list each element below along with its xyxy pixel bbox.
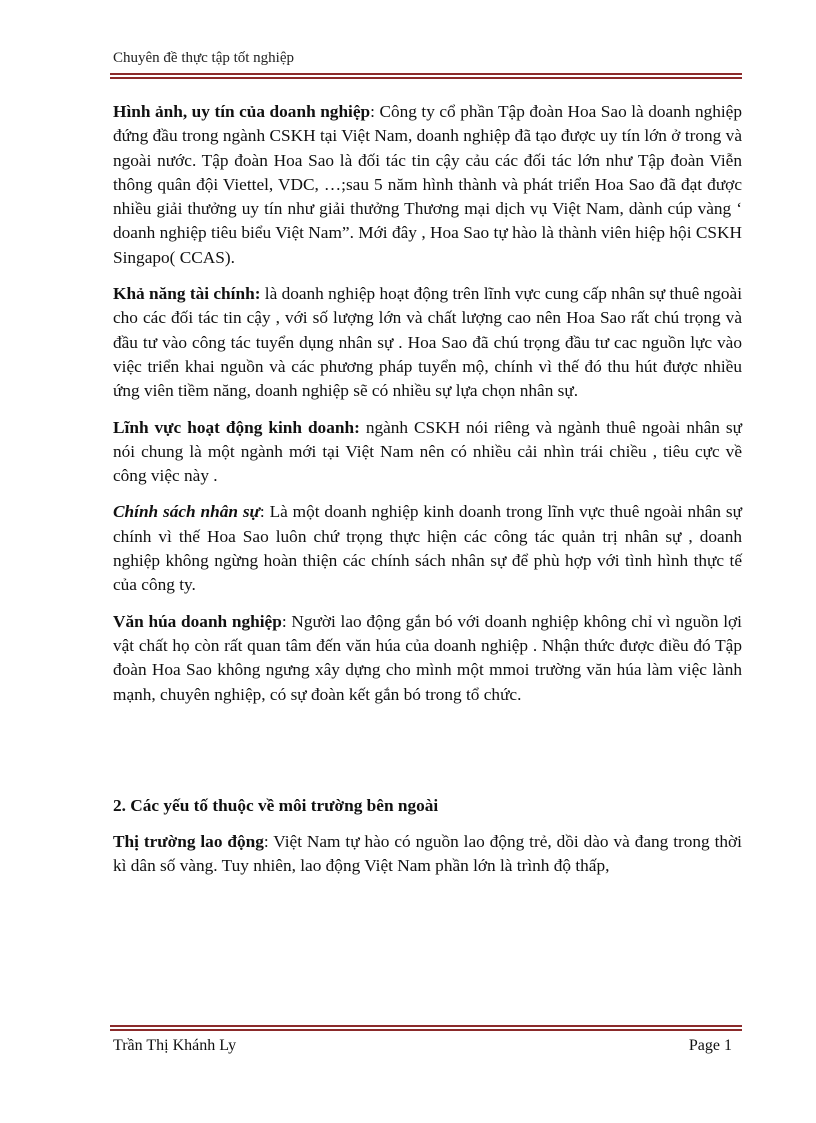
paragraph-text: là doanh nghiệp hoạt động trên lĩnh vực cung cấp nhân sự thuê ngoài cho các đối tác tin cậy , với số lượng lớn và chất lượng cao nên Hoa Sao rất chú trọng và đầu tư vào công tác tuyển dụng nhân sự . Hoa Sao đã chú trọng đầu tư cac nguồn lực vào việc triển khai nguồn và các phương pháp tuyển mộ, chính vì thế đó thu hút được nhiều ứng viên tiềm năng, doanh nghiệp sẽ có nhiều sự lựa chọn nhân sự. [113,284,742,401]
paragraph-business-field [113,416,742,489]
document-body [113,100,742,891]
paragraph-lead: Khả năng tài chính: [113,284,261,304]
paragraph-corporate-culture [113,610,742,707]
header-rule [110,73,742,79]
paragraph-text: ngành CSKH nói riêng và ngành thuê ngoài nhân sự nói chung là một ngành mới tại Việt Nam nên có nhiều cải nhìn trái chiều , tiêu cực về công việc này . [113,417,742,486]
paragraph-hr-policy [113,500,742,597]
paragraph-lead: Lĩnh vực hoạt động kinh doanh: [113,417,360,437]
paragraph-labor-market [113,830,742,879]
paragraph-company-image [113,100,742,270]
paragraph-financial-capacity [113,282,742,403]
paragraph-text: : Là một doanh nghiệp kinh doanh trong lĩnh vực thuê ngoài nhân sự chính vì thế Hoa Sao luôn chứ trọng thực hiện các công tác quản trị nhân sự , doanh nghiệp không ngừng hoàn thiện các chính sách nhân sự để phù hợp với tình hình thực tế của công ty. [113,502,742,595]
paragraph-text: : Công ty cổ phần Tập đoàn Hoa Sao là doanh nghiệp đứng đầu trong ngành CSKH tại Việt Nam, doanh nghiệp đã tạo được uy tín lớn ở trong và ngoài nước. Tập đoàn Hoa Sao là đối tác tin cậy cảu các đối tác lớn như Tập đoàn Viễn thông quân đội Viettel, VDC, …;sau 5 năm hình thành và phát triển Hoa Sao đã đạt được nhiều giải thưởng uy tín như giải thưởng Thương mại dịch vụ Việt Nam, dành cúp vàng ‘ doanh nghiệp tiêu biểu Việt Nam”. Mới đây , Hoa Sao tự hào là thành viên hiệp hội CSKH Singapo( CCAS). [113,102,742,267]
paragraph-lead [113,502,260,521]
running-header: Chuyên đề thực tập tốt nghiệp [113,50,295,66]
paragraph-lead: Thị trường lao động [113,832,264,852]
paragraph-lead: Hình ảnh, uy tín của doanh nghiệp [113,102,371,121]
paragraph-lead: Văn húa doanh nghiệp [113,611,282,631]
footer-rule [110,1025,742,1031]
paragraph-text: : Việt Nam tự hào có nguồn lao động trẻ, dồi dào và đang trong thời kì dân số vàng. Tuy nhiên, lao động Việt Nam phần lớn là trình độ thấp, [113,832,742,876]
footer-author: Trần Thị Khánh Ly [113,1037,237,1054]
paragraph-text: : Người lao động gắn bó với doanh nghiệp không chỉ vì nguồn lợi vật chất họ còn rất quan tâm đến văn húa của doanh nghiệp . Nhận thức được điều đó Tập đoàn Hoa Sao không ngưng xây dựng cho mình một mmoi trường văn húa làm việc lành mạnh, chuyên nghiệp, có sự đoàn kết gắn bó trong tổ chức. [113,611,742,704]
blank-space [113,719,742,794]
section-heading: 2. Các yếu tố thuộc về môi trường bên ngoài [113,795,439,815]
page-number: Page 1 [688,1037,732,1054]
paragraph-lead-italic: Chính sách nhân sự [113,502,260,522]
